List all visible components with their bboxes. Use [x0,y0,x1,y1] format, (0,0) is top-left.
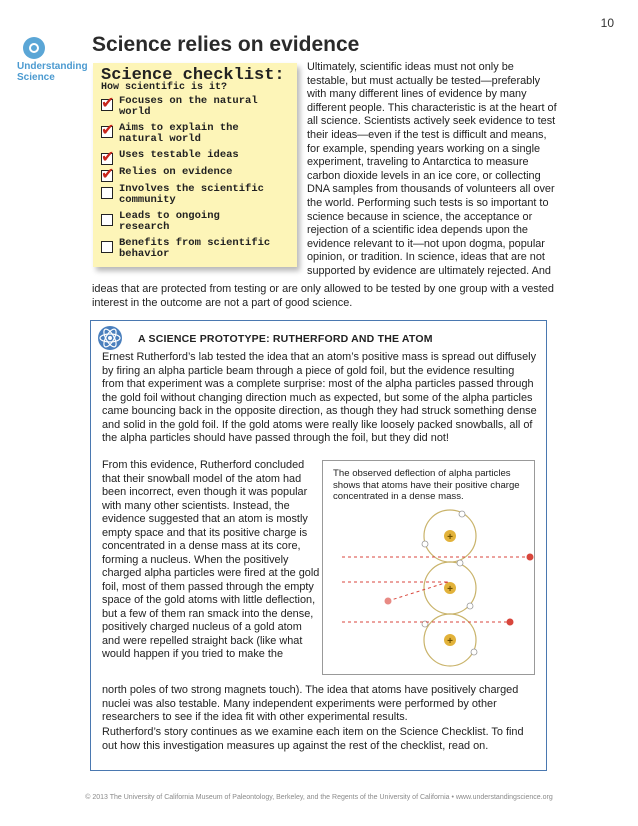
checkbox [101,95,115,112]
check-mark-icon: ✔ [101,95,115,112]
alpha-path-reflected [388,582,448,601]
logo-line-1: Understanding [17,61,88,72]
checklist-title: Science checklist: [101,66,285,85]
prototype-paragraph-1: Ernest Rutherford’s lab tested the idea that an atom’s positive mass is spread out diffusely by firing an alpha particle beam through a piece of gold foil, but the evidence resulting from that experiment was a complete surprise: most of the alpha particles passed through the gold foil without changing direction much as expected, but some of the alpha particles came bouncing back in the opposite direction, as though they had struck something dense and solid in the gold foil. If the gold atoms were really like loosely packed snowballs, all of the alpha particles should have passed through the foil, but they did not! [102,351,537,444]
science-checklist-note [93,63,297,267]
checklist-item-label: Aims to explain the [119,122,239,134]
prototype-paragraph-2: From this evidence, Rutherford concluded that their snowball model of the atom had been incorrect, even though it was popular with many other scientists. Instead, the evidence suggested that an atom is mostly empty space and that its positive charge is concentrated in a dense mass at its core, forming a nucleus. When the positively charged alpha particles were fired at the gold foil, most of them passed through the empty space of the gold atoms with little deflection, but a few of them ran smack into the dense, positively charged nucleus of a gold atom and were repelled straight back (like what would happen if you tried to make the [102,459,320,660]
prototype-paragraph-3: Rutherford’s story continues as we examine each item on the Science Checklist. To find out how this investigation measures up against the rest of the checklist, read on. [102,726,524,752]
atom-icon [96,324,124,352]
page-number: 10 [600,16,614,30]
checklist-item-label: Involves the scientific [119,183,264,195]
atom-logo-icon [23,37,45,59]
checkbox [101,241,113,253]
checklist-item-label: Uses testable ideas [119,149,239,161]
check-mark-icon: ✔ [101,149,115,166]
gold-atom-top [422,510,476,562]
intro-paragraph: Ultimately, scientific ideas must not only be testable, but must actually be tested—preferably with many different lines of evidence by many different people. This characteristic is at the heart of all science. Scientists actively seek evidence to test their ideas—even if the test is difficult and means, for example, spending years working on a single experiment, traveling to Antarctica to measure carbon dioxide levels in an ice core, or collecting DNA samples from thousands of volunteers all over the world. Performing such tests is so important to science because in science, the acceptance or rejection of a scientific idea depends upon the evidence relevant to it—not upon dogma, popular opinion, or tradition. In science, ideas that are not supported by evidence are ultimately rejected. And [307,61,557,277]
checkbox [101,187,113,199]
checklist-item-label: Relies on evidence [119,166,233,178]
checklist-item-label-cont: natural world [119,133,201,145]
prototype-paragraph-2-tail: north poles of two strong magnets touch). The idea that atoms have positively charged nuclei was also testable. Many independent experiments were performed by other researchers to see if the idea fit with other experimental results. [102,684,519,723]
checklist-subtitle: How scientific is it? [101,82,228,93]
checklist-item-label-cont: behavior [119,248,170,260]
gold-atom-middle [424,560,476,614]
intro-paragraph-tail: ideas that are protected from testing or are only allowed to be tested by one group with a vested interest in the outcome are not a part of good science. [92,283,554,309]
nucleus-plus: + [447,636,453,647]
checkbox [101,166,115,183]
logo-line-2: Science [17,72,55,83]
nucleus-plus: + [447,532,453,543]
page-title: Science relies on evidence [92,33,360,56]
check-mark-icon: ✔ [101,122,115,139]
checklist-item-label: Focuses on the natural [119,95,258,107]
checklist-item-label: Benefits from scientific [119,237,271,249]
figure-caption: The observed deflection of alpha particles shows that atoms have their positive charge concentrated in a dense mass. [333,468,520,502]
checklist-item-label-cont: world [119,106,151,118]
check-mark-icon: ✔ [101,166,115,183]
gold-foil-diagram [322,500,535,674]
understanding-science-logo [17,37,89,83]
checklist-item-label-cont: community [119,194,176,206]
checkbox [101,122,115,139]
alpha-particle [527,554,534,561]
checkbox [101,214,113,226]
checklist-item-label-cont: research [119,221,170,233]
copyright-footer: © 2013 The University of California Museum of Paleontology, Berkeley, and the Regents of the University of California • www.understandingscience.org [85,794,553,801]
alpha-particle-reflected [385,598,392,605]
prototype-heading: A SCIENCE PROTOTYPE: RUTHERFORD AND THE ATOM [138,333,433,345]
checklist-item-label: Leads to ongoing [119,210,220,222]
nucleus-plus: + [447,584,453,595]
alpha-particle [507,619,514,626]
